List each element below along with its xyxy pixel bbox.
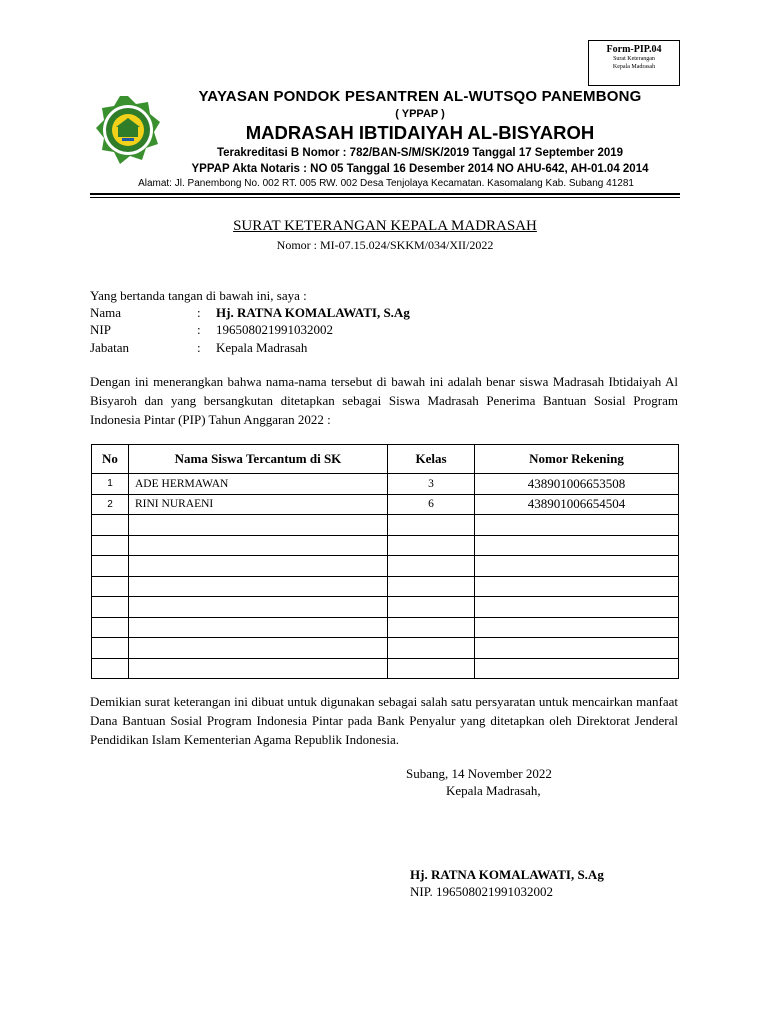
field-label-jabatan: Jabatan xyxy=(90,340,129,355)
field-sep-nama: : xyxy=(197,305,201,320)
signature-name: Hj. RATNA KOMALAWATI, S.Ag xyxy=(410,867,604,882)
signature-place-date: Subang, 14 November 2022 xyxy=(406,766,552,781)
cell-no: 1 xyxy=(92,474,129,495)
table-row-empty xyxy=(92,638,679,659)
foundation-name: YAYASAN PONDOK PESANTREN AL-WUTSQO PANEMBONG xyxy=(198,88,642,105)
intro-text: Yang bertanda tangan di bawah ini, saya : xyxy=(90,288,307,303)
field-value-nama: Hj. RATNA KOMALAWATI, S.Ag xyxy=(216,305,410,320)
table-row-empty xyxy=(92,515,679,536)
header-kelas: Kelas xyxy=(388,445,475,474)
form-code-line1: Surat Keterangan xyxy=(613,56,655,62)
form-code: Form-PIP.04 xyxy=(606,44,662,55)
field-label-nama: Nama xyxy=(90,305,122,320)
table-row-empty xyxy=(92,597,679,618)
field-sep-nip: : xyxy=(197,322,201,337)
table-row-empty xyxy=(92,576,679,597)
field-sep-jabatan: : xyxy=(197,340,201,355)
field-value-nip: 196508021991032002 xyxy=(216,322,333,337)
table-row xyxy=(92,474,679,495)
cell-nama: RINI NURAENI xyxy=(129,494,388,515)
statement-paragraph: Dengan ini menerangkan bahwa nama-nama tersebut di bawah ini adalah benar siswa Madrasah Ibtidaiyah Al Bisyaroh dan yang bersangkutan ditetapkan sebagai Siswa Madrasah Penerima Bantuan Sosial Program Indonesia Pintar (PIP) Tahun Anggaran 2022 : xyxy=(90,374,678,427)
table-row-empty xyxy=(92,617,679,638)
header-nama: Nama Siswa Tercantum di SK xyxy=(129,445,388,474)
table-row-empty xyxy=(92,556,679,577)
table-header-row xyxy=(92,445,679,474)
address-line: Alamat: Jl. Panembong No. 002 RT. 005 RW. 002 Desa Tenjolaya Kecamatan. Kasomalang Kab. Subang 41281 xyxy=(138,178,634,189)
table-row xyxy=(92,494,679,515)
cell-kelas: 6 xyxy=(388,494,475,515)
cell-no: 2 xyxy=(92,494,129,515)
table-row-empty xyxy=(92,535,679,556)
letter-number: Nomor : MI-07.15.024/SKKM/034/XII/2022 xyxy=(276,238,494,252)
form-code-box xyxy=(588,40,680,86)
school-emblem-icon xyxy=(92,94,164,166)
school-name: MADRASAH IBTIDAIYAH AL-BISYAROH xyxy=(245,122,595,143)
cell-rekening: 438901006653508 xyxy=(475,474,679,495)
closing-paragraph: Demikian surat keterangan ini dibuat untuk digunakan sebagai salah satu persyaratan untuk mencairkan manfaat Dana Bantuan Sosial Program Indonesia Pintar pada Bank Penyalur yang ditetapkan oleh Direktorat Jenderal Pendidikan Islam Kementerian Agama Republik Indonesia. xyxy=(90,694,678,747)
cell-kelas: 3 xyxy=(388,474,475,495)
cell-nama: ADE HERMAWAN xyxy=(129,474,388,495)
form-code-line2: Kepala Madrasah xyxy=(612,64,656,70)
field-value-jabatan: Kepala Madrasah xyxy=(216,340,308,355)
accreditation-line: Terakreditasi B Nomor : 782/BAN-S/M/SK/2019 Tanggal 17 September 2019 xyxy=(216,147,624,159)
foundation-abbrev: ( YPPAP ) xyxy=(395,108,445,120)
field-label-nip: NIP xyxy=(90,322,111,337)
header-rule-thick xyxy=(90,193,680,195)
table-row-empty xyxy=(92,658,679,679)
signature-nip: NIP. 196508021991032002 xyxy=(410,884,554,899)
signature-role: Kepala Madrasah, xyxy=(446,783,541,798)
header-rekening: Nomor Rekening xyxy=(475,445,679,474)
student-table xyxy=(91,444,679,679)
letter-title: SURAT KETERANGAN KEPALA MADRASAH xyxy=(233,218,537,234)
header-no: No xyxy=(92,445,129,474)
header-rule-thin xyxy=(90,197,680,198)
notary-line: YPPAP Akta Notaris : NO 05 Tanggal 16 Desember 2014 NO AHU-642, AH-01.04 2014 xyxy=(191,163,649,175)
cell-rekening: 438901006654504 xyxy=(475,494,679,515)
